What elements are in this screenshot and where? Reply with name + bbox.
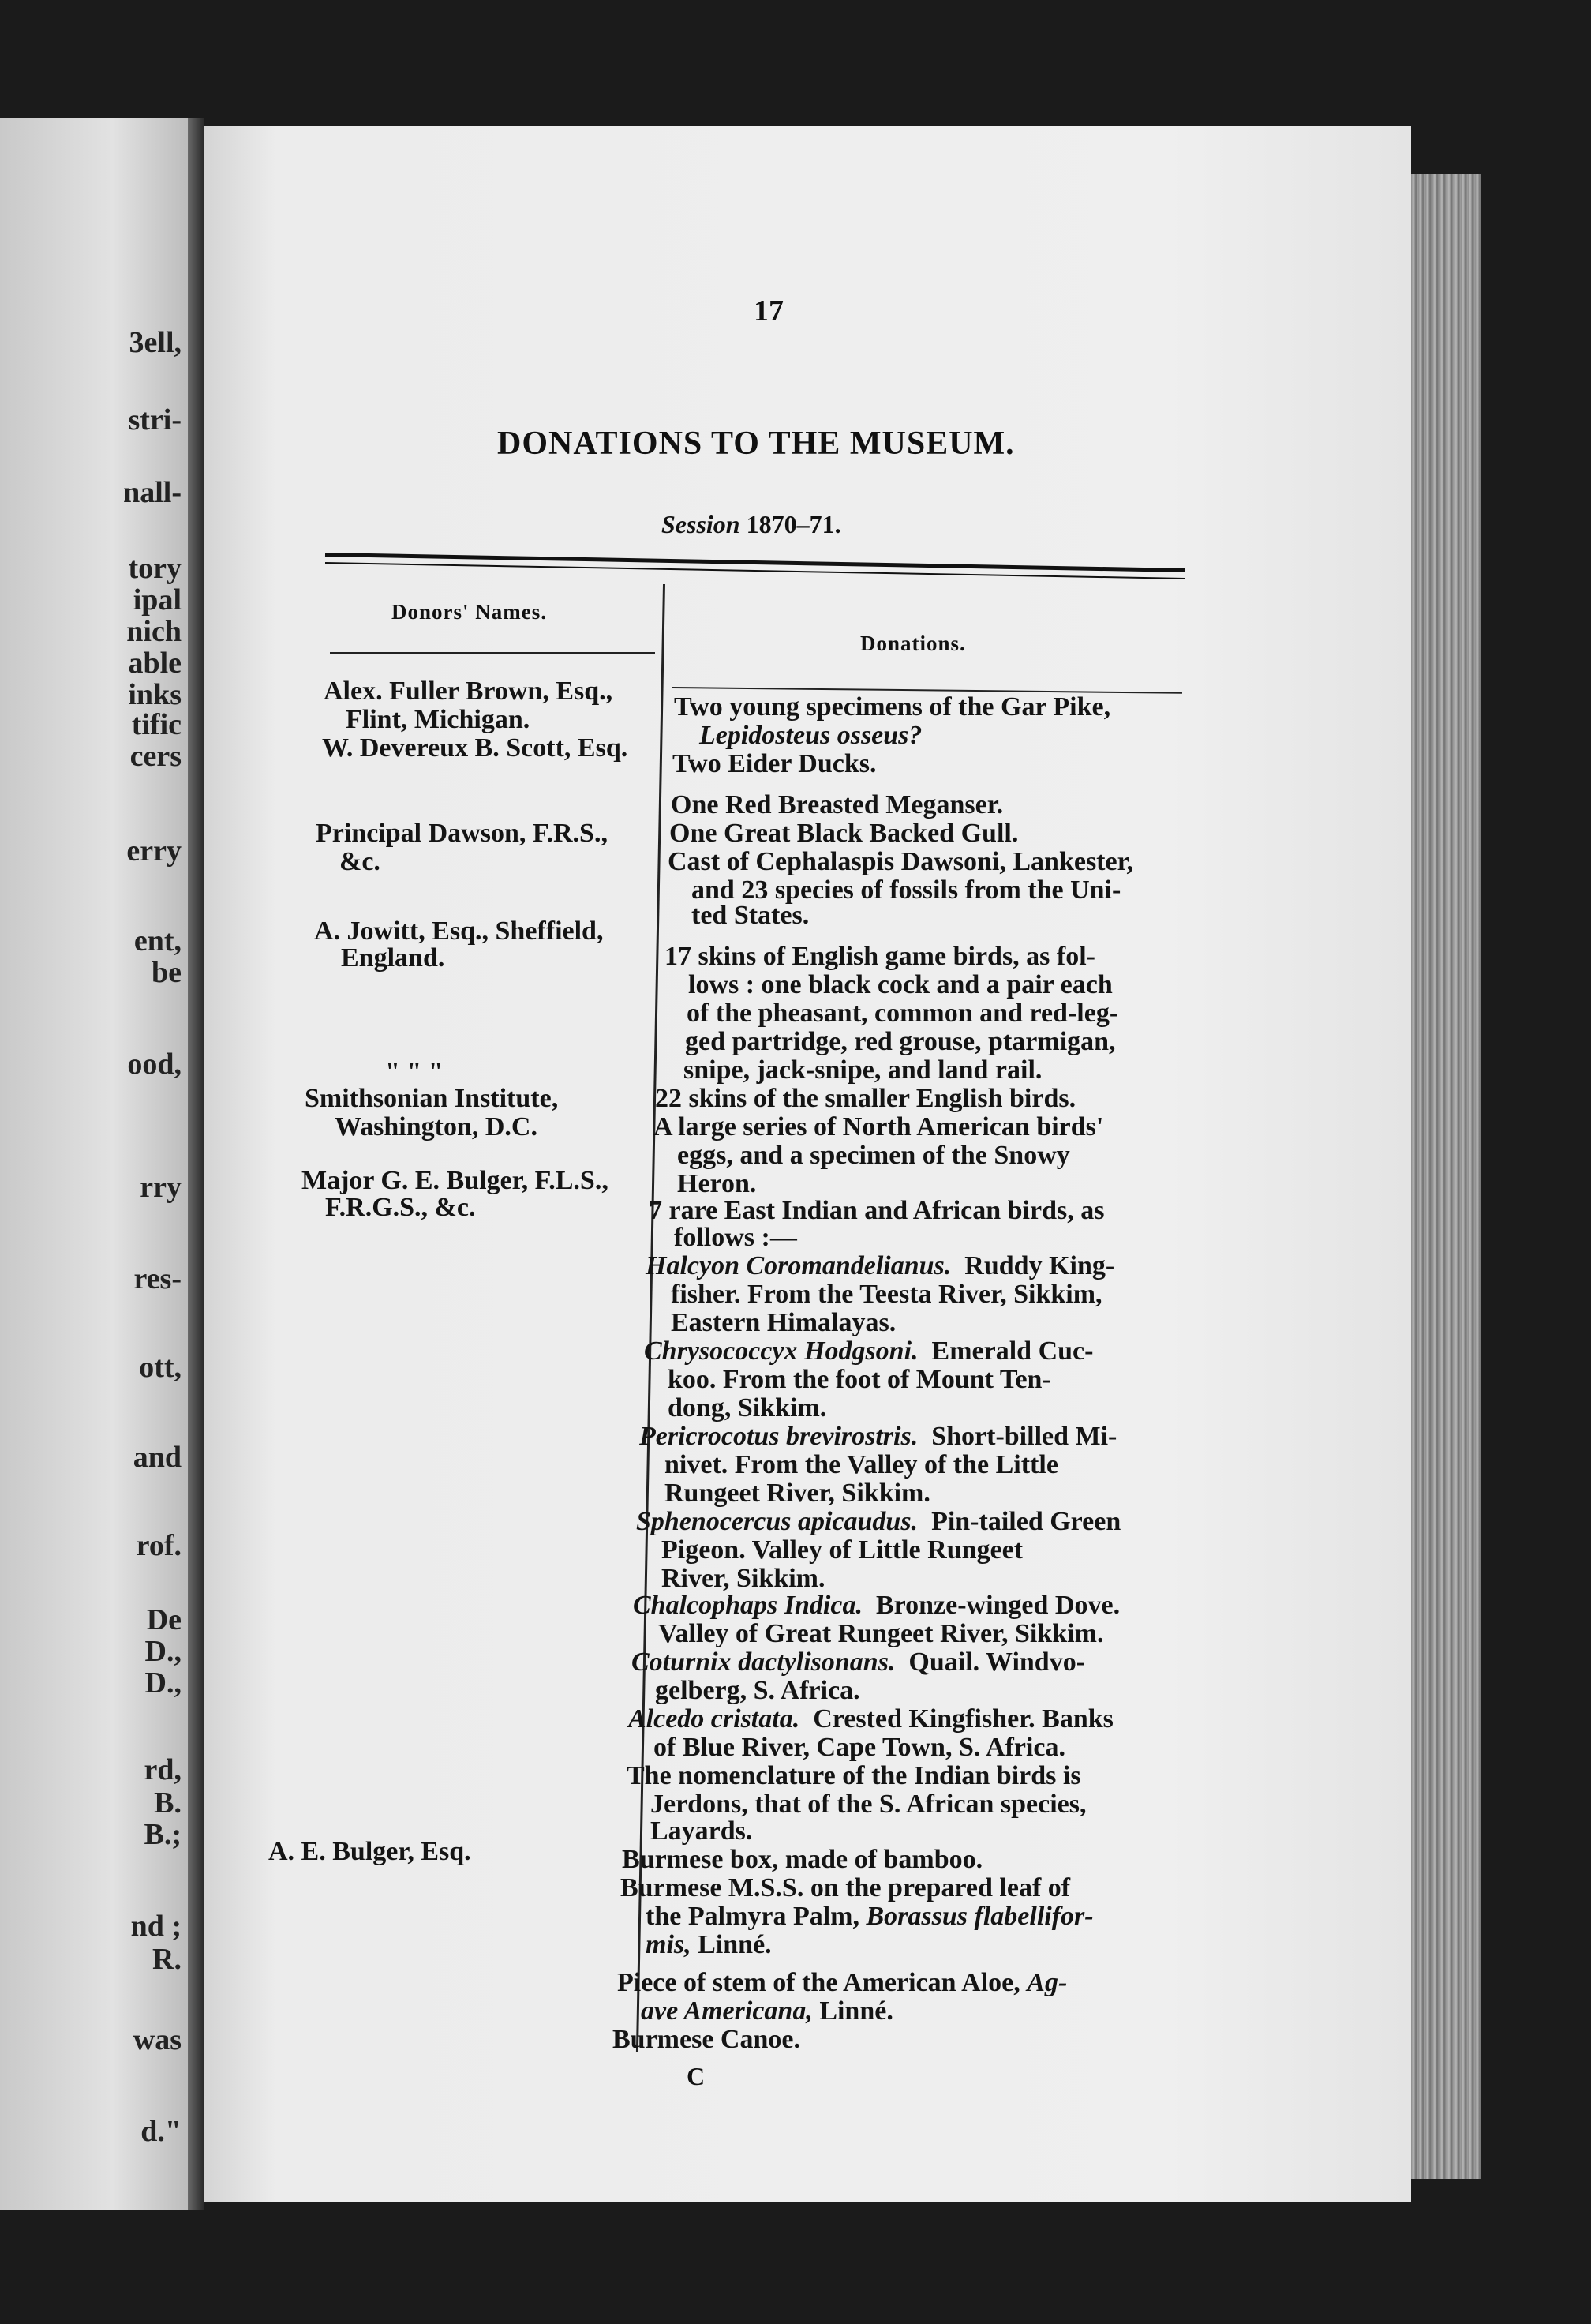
donation-line: fisher. From the Teesta River, Sikkim,	[671, 1280, 1102, 1309]
donation-line: lows : one black cock and a pair each	[688, 970, 1113, 999]
session-years: 1870–71.	[746, 510, 841, 538]
left-page-fragment: tific	[131, 708, 182, 741]
session-line	[661, 510, 841, 539]
donation-line: 22 skins of the smaller English birds.	[655, 1084, 1076, 1113]
left-page-fragment: ipal	[133, 583, 182, 617]
donation-line: 7 rare East Indian and African birds, as	[649, 1196, 1105, 1225]
session-label: Session	[661, 510, 740, 538]
donation-common-name: Emerald Cuc-	[931, 1336, 1094, 1366]
left-page-fragment: D.,	[144, 1666, 182, 1700]
donors-column-header: Donors' Names.	[391, 600, 547, 624]
donation-latin-name: Chrysococcyx Hodgsoni.	[644, 1336, 919, 1366]
donation-line: and 23 species of fossils from the Uni-	[691, 875, 1121, 905]
donation-common-name: Ruddy King-	[964, 1251, 1115, 1280]
donation-line: Burmese Canoe.	[612, 2025, 800, 2054]
donation-latin-name: ave Americana,	[641, 1996, 813, 2026]
left-page-fragment: tory	[128, 552, 182, 585]
donor-line: Washington, D.C.	[335, 1112, 537, 1141]
donation-latin-name: Halcyon Coromandelianus.	[646, 1251, 952, 1280]
left-page-fragment: D.,	[144, 1635, 182, 1668]
left-page-fragment: be	[152, 956, 182, 989]
donation-line: nivet. From the Valley of the Little	[664, 1450, 1058, 1479]
donors-header-rule	[330, 652, 655, 654]
donor-line: A. Jowitt, Esq., Sheffield,	[314, 916, 604, 946]
donation-common-name: Bronze-winged Dove.	[875, 1591, 1121, 1620]
donation-line: follows :—	[674, 1223, 797, 1252]
donor-line: A. E. Bulger, Esq.	[268, 1837, 471, 1866]
donation-line: Burmese box, made of bamboo.	[622, 1845, 983, 1874]
donation-line: ted States.	[691, 901, 810, 930]
left-page-fragment: d."	[140, 2115, 182, 2148]
left-page-fragment: rry	[140, 1171, 182, 1204]
donation-line: Heron.	[677, 1169, 757, 1198]
donation-line: A large series of North American birds'	[653, 1112, 1104, 1141]
left-page-fragment: rof.	[136, 1529, 182, 1562]
left-page-fragment: cers	[129, 740, 182, 773]
left-page-fragment: inks	[128, 678, 182, 711]
donor-line: W. Devereux B. Scott, Esq.	[322, 733, 628, 763]
donor-line: Flint, Michigan.	[346, 705, 530, 734]
left-facing-page	[0, 118, 188, 2210]
donation-common-name: Quail. Windvo-	[908, 1647, 1086, 1677]
donation-line: 17 skins of English game birds, as fol-	[664, 942, 1095, 971]
left-page-fragment: nall-	[123, 476, 182, 509]
left-page-fragment: and	[133, 1441, 182, 1474]
donor-line: Alex. Fuller Brown, Esq.,	[324, 677, 613, 706]
donation-line: One Red Breasted Meganser.	[671, 790, 1004, 819]
left-page-fragment: 3ell,	[129, 326, 182, 359]
donation-common-name: Pin-tailed Green	[931, 1507, 1121, 1536]
left-page-fragment: was	[133, 2023, 182, 2056]
donation-line: Rungeet River, Sikkim.	[664, 1479, 930, 1508]
donation-common-name: Short-billed Mi-	[931, 1422, 1117, 1451]
donation-latin-name: Coturnix dactylisonans.	[631, 1647, 896, 1677]
donation-text: the Palmyra Palm,	[646, 1902, 859, 1931]
left-page-fragment: R.	[152, 1943, 182, 1976]
donor-line: England.	[341, 943, 445, 973]
donation-line: dong, Sikkim.	[668, 1393, 827, 1423]
left-page-fragment: ent,	[133, 924, 182, 958]
left-page-fragment: B.;	[144, 1818, 182, 1851]
page-number: 17	[754, 294, 784, 328]
donation-text: Linné.	[698, 1930, 772, 1959]
donation-latin-name: Pericrocotus brevirostris.	[639, 1422, 919, 1451]
donation-line: koo. From the foot of Mount Ten-	[668, 1365, 1051, 1394]
donation-line: River, Sikkim.	[661, 1564, 825, 1593]
donation-line: Jerdons, that of the S. African species,	[650, 1790, 1087, 1819]
donation-latin-name: Ag-	[1027, 1968, 1068, 1997]
donation-line: Valley of Great Rungeet River, Sikkim.	[658, 1619, 1104, 1648]
left-page-fragment: De	[146, 1603, 182, 1636]
donation-line: eggs, and a specimen of the Snowy	[677, 1141, 1070, 1170]
left-page-fragment: erry	[126, 834, 182, 868]
signature-mark: C	[687, 2062, 706, 2090]
donation-latin-name: mis,	[646, 1930, 691, 1959]
donor-line: F.R.G.S., &c.	[325, 1193, 476, 1222]
donor-line: Principal Dawson, F.R.S.,	[316, 819, 608, 848]
donation-line: Eastern Himalayas.	[671, 1308, 897, 1337]
left-page-fragment: nd ;	[130, 1910, 182, 1943]
donation-text: Piece of stem of the American Aloe,	[617, 1968, 1020, 1997]
donation-line: Burmese M.S.S. on the prepared leaf of	[620, 1873, 1071, 1902]
donor-line: " " "	[385, 1057, 444, 1086]
donation-line: ged partridge, red grouse, ptarmigan,	[685, 1027, 1116, 1056]
donor-line: Major G. E. Bulger, F.L.S.,	[301, 1166, 608, 1195]
donation-line: of the pheasant, common and red-leg-	[687, 999, 1119, 1028]
donation-line: Cast of Cephalaspis Dawsoni, Lankester,	[668, 847, 1134, 876]
donation-latin-name: Lepidosteus osseus?	[699, 721, 923, 750]
donation-text: Linné.	[819, 1996, 893, 2026]
left-page-fragment: rd,	[144, 1753, 182, 1786]
donation-latin-name: Borassus flabellifor-	[866, 1902, 1094, 1931]
left-page-fragment: nich	[126, 615, 182, 648]
book-gutter	[188, 118, 204, 2210]
page-block-edge	[1411, 174, 1481, 2179]
page-title: DONATIONS TO THE MUSEUM.	[497, 425, 1015, 462]
donation-line: One Great Black Backed Gull.	[669, 819, 1019, 848]
donation-line: gelberg, S. Africa.	[655, 1676, 860, 1705]
donation-line: Two Eider Ducks.	[672, 749, 877, 778]
donor-line: &c.	[339, 847, 380, 876]
donation-line: The nomenclature of the Indian birds is	[627, 1761, 1081, 1790]
donation-line: Two young specimens of the Gar Pike,	[674, 692, 1111, 722]
donation-line: Pigeon. Valley of Little Rungeet	[661, 1535, 1024, 1565]
left-page-fragment: ood,	[127, 1048, 182, 1081]
left-page-fragment: B.	[154, 1786, 182, 1820]
left-page-fragment: ott,	[139, 1351, 182, 1384]
donations-column-header: Donations.	[860, 632, 966, 655]
donation-latin-name: Chalcophaps Indica.	[633, 1591, 863, 1620]
donor-line: Smithsonian Institute,	[305, 1084, 559, 1113]
left-page-fragment: res-	[133, 1262, 182, 1295]
left-page-fragment: able	[128, 647, 182, 680]
donation-latin-name: Alcedo cristata.	[628, 1704, 800, 1734]
donation-common-name: Crested Kingfisher. Banks	[813, 1704, 1114, 1734]
donation-line: snipe, jack-snipe, and land rail.	[683, 1055, 1043, 1085]
left-page-fragment: stri-	[128, 403, 182, 437]
donation-latin-name: Sphenocercus apicaudus.	[636, 1507, 919, 1536]
donation-line: Layards.	[650, 1816, 753, 1846]
donation-line: of Blue River, Cape Town, S. Africa.	[653, 1733, 1066, 1762]
